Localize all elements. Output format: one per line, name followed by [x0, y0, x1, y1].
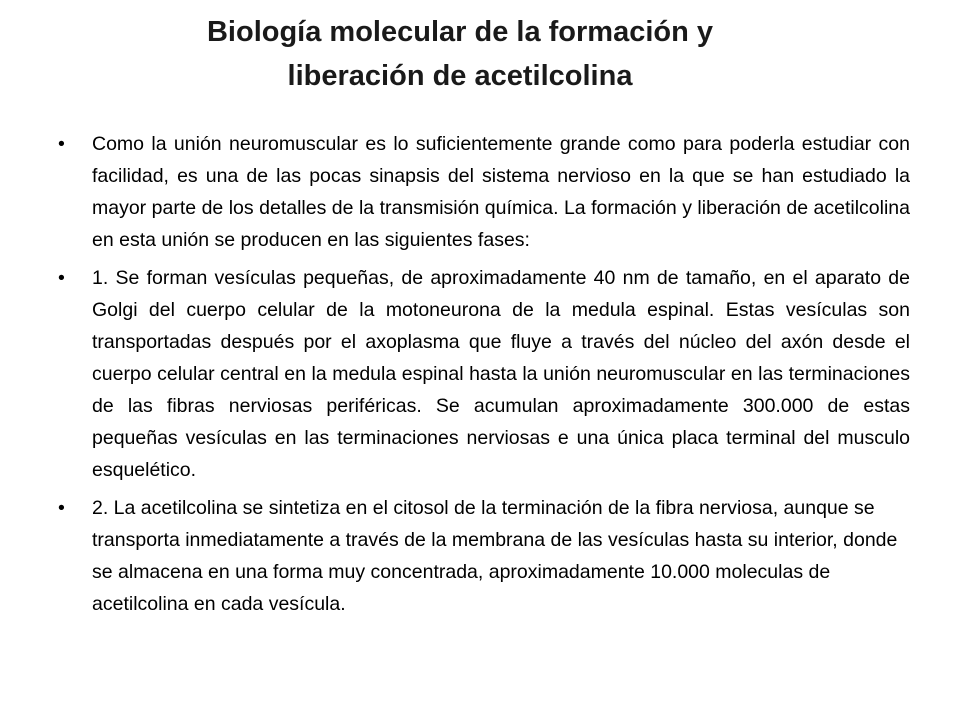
bullet-dot: •	[58, 133, 65, 155]
bullet-item-intro	[58, 128, 910, 256]
title-line-1: Biología molecular de la formación y	[206, 16, 713, 48]
title-line-2: liberación de acetilcolina	[287, 60, 633, 92]
bullet-dot: •	[58, 497, 65, 519]
bullet-text: Como la unión neuromuscular es lo suficientemente grande como para poderla estudiar con facilidad, es una de las pocas sinapsis del sistema nervioso en la que se han estudiado la mayor parte de los detalles de la transmisión química. La formación y liberación de acetilcolina en esta unión se producen en las siguientes fases:	[92, 133, 910, 251]
bullet-text: 2. La acetilcolina se sintetiza en el citosol de la terminación de la fibra nerviosa, aunque se transporta inmediatamente a través de la membrana de las vesículas hasta su interior, donde se almacena en una forma muy concentrada, aproximadamente 10.000 moleculas de acetilcolina en cada vesícula.	[92, 497, 898, 615]
bullet-list	[58, 128, 910, 626]
bullet-dot: •	[58, 267, 65, 289]
bullet-item-phase-1	[58, 262, 910, 486]
bullet-text: 1. Se forman vesículas pequeñas, de aproximadamente 40 nm de tamaño, en el aparato de Golgi del cuerpo celular de la motoneurona de la medula espinal. Estas vesículas son transportadas después por el axoplasma que fluye a través del núcleo del axón desde el cuerpo celular central en la medula espinal hasta la unión neuromuscular en las terminaciones de las fibras nerviosas periféricas. Se acumulan aproximadamente 300.000 de estas pequeñas vesículas en las terminaciones nerviosas e una única placa terminal del musculo esquelético.	[92, 267, 910, 481]
bullet-item-phase-2	[58, 492, 910, 620]
slide-title	[60, 10, 860, 98]
